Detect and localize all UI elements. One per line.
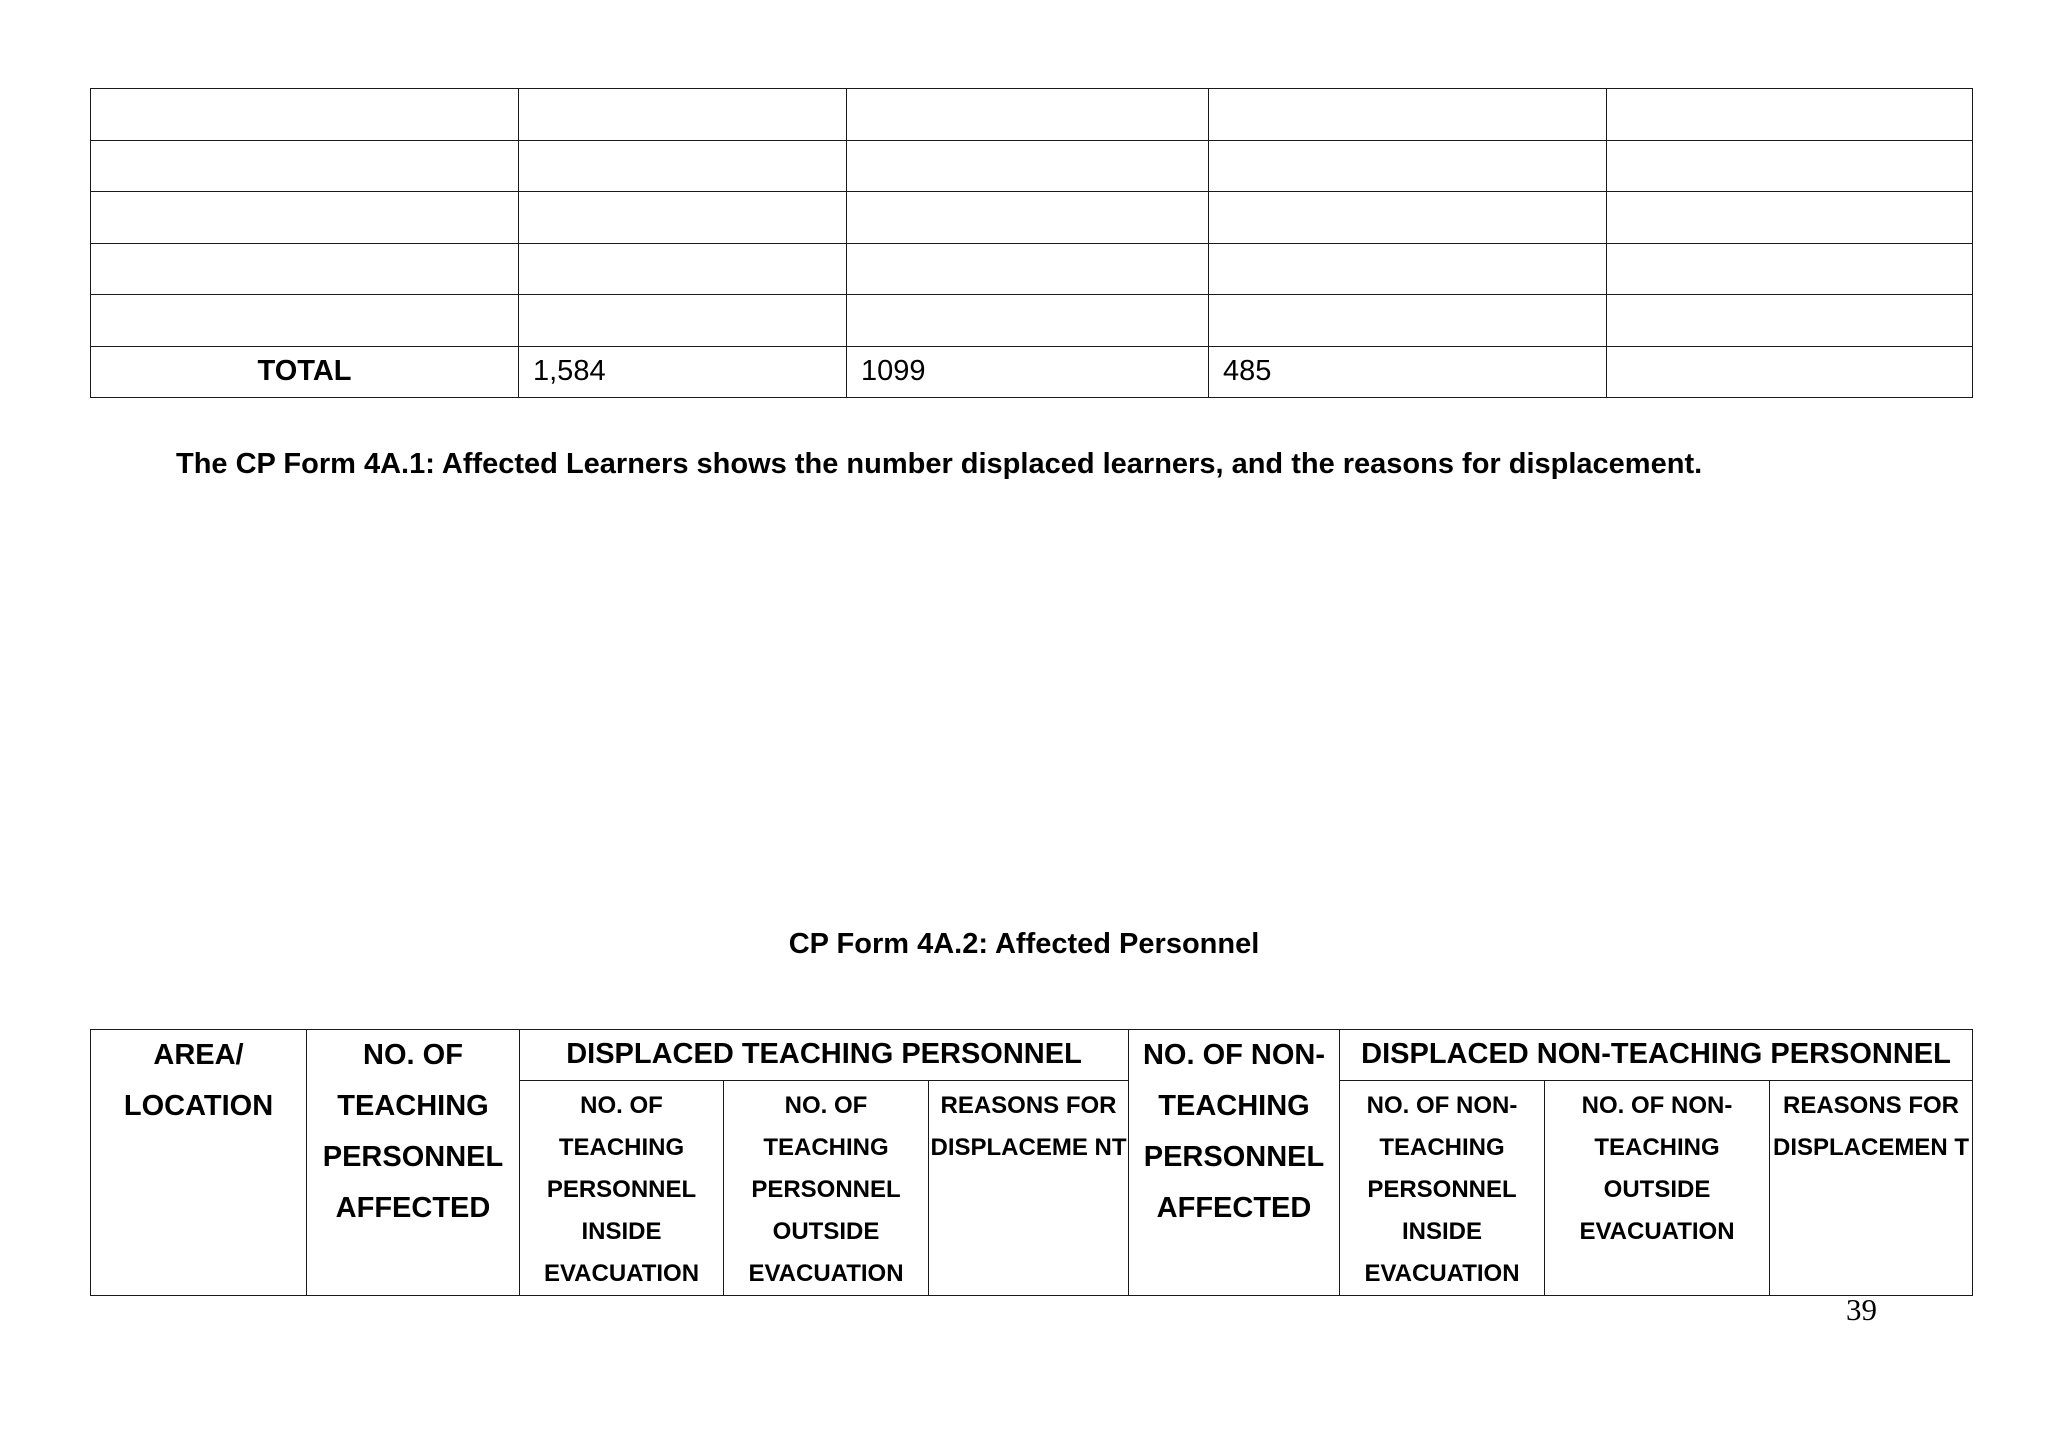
table-cell bbox=[519, 295, 847, 347]
table-cell bbox=[91, 243, 519, 295]
table-row bbox=[91, 295, 1973, 347]
total-row bbox=[91, 346, 1973, 398]
nonteaching-affected-header: NO. OF NON- TEACHING PERSONNEL AFFECTED bbox=[1129, 1030, 1340, 1296]
table-cell bbox=[1607, 140, 1973, 192]
table-cell bbox=[847, 295, 1209, 347]
total-value: 1099 bbox=[847, 346, 1209, 398]
personnel-table bbox=[90, 1029, 1973, 1296]
table-cell bbox=[1607, 192, 1973, 244]
nonteaching-inside-header: NO. OF NON- TEACHING PERSONNEL INSIDE EVACUATION bbox=[1340, 1081, 1545, 1296]
displaced-nonteaching-header: DISPLACED NON-TEACHING PERSONNEL bbox=[1340, 1030, 1973, 1081]
displaced-teaching-header: DISPLACED TEACHING PERSONNEL bbox=[520, 1030, 1129, 1081]
table-row bbox=[91, 243, 1973, 295]
learners-table bbox=[90, 88, 1973, 398]
table-cell bbox=[847, 243, 1209, 295]
table-cell bbox=[1209, 140, 1607, 192]
table-cell bbox=[519, 192, 847, 244]
table-cell bbox=[1209, 89, 1607, 141]
table-cell bbox=[1607, 243, 1973, 295]
table-cell bbox=[519, 243, 847, 295]
form-title: CP Form 4A.2: Affected Personnel bbox=[788, 928, 1260, 960]
table-row bbox=[91, 89, 1973, 141]
total-value: 485 bbox=[1209, 346, 1607, 398]
table-cell bbox=[519, 89, 847, 141]
table-cell bbox=[1209, 192, 1607, 244]
table-cell bbox=[91, 192, 519, 244]
page-number: 39 bbox=[1846, 1292, 1877, 1327]
table-cell bbox=[91, 140, 519, 192]
header-row bbox=[91, 1030, 1973, 1081]
nonteaching-reasons-header: REASONS FOR DISPLACEMEN T bbox=[1770, 1081, 1973, 1296]
teaching-affected-header: NO. OF TEACHING PERSONNEL AFFECTED bbox=[307, 1030, 520, 1296]
table-cell bbox=[847, 89, 1209, 141]
total-label: TOTAL bbox=[91, 346, 519, 398]
table-cell bbox=[1209, 243, 1607, 295]
table-cell bbox=[847, 192, 1209, 244]
table-cell bbox=[1607, 89, 1973, 141]
table-cell bbox=[519, 140, 847, 192]
table-cell bbox=[91, 295, 519, 347]
nonteaching-outside-header: NO. OF NON- TEACHING OUTSIDE EVACUATION bbox=[1545, 1081, 1770, 1296]
table-cell bbox=[1607, 295, 1973, 347]
teaching-outside-header: NO. OF TEACHING PERSONNEL OUTSIDE EVACUATION bbox=[724, 1081, 929, 1296]
table-row bbox=[91, 140, 1973, 192]
table-cell bbox=[1209, 295, 1607, 347]
caption-text: The CP Form 4A.1: Affected Learners shows the number displaced learners, and the reasons for displacement. bbox=[176, 448, 1703, 480]
table-cell bbox=[847, 140, 1209, 192]
area-location-header: AREA/ LOCATION bbox=[91, 1030, 307, 1296]
total-value bbox=[1607, 346, 1973, 398]
total-value: 1,584 bbox=[519, 346, 847, 398]
table-cell bbox=[91, 89, 519, 141]
table-row bbox=[91, 192, 1973, 244]
teaching-inside-header: NO. OF TEACHING PERSONNEL INSIDE EVACUATION bbox=[520, 1081, 724, 1296]
teaching-reasons-header: REASONS FOR DISPLACEME NT bbox=[929, 1081, 1129, 1296]
